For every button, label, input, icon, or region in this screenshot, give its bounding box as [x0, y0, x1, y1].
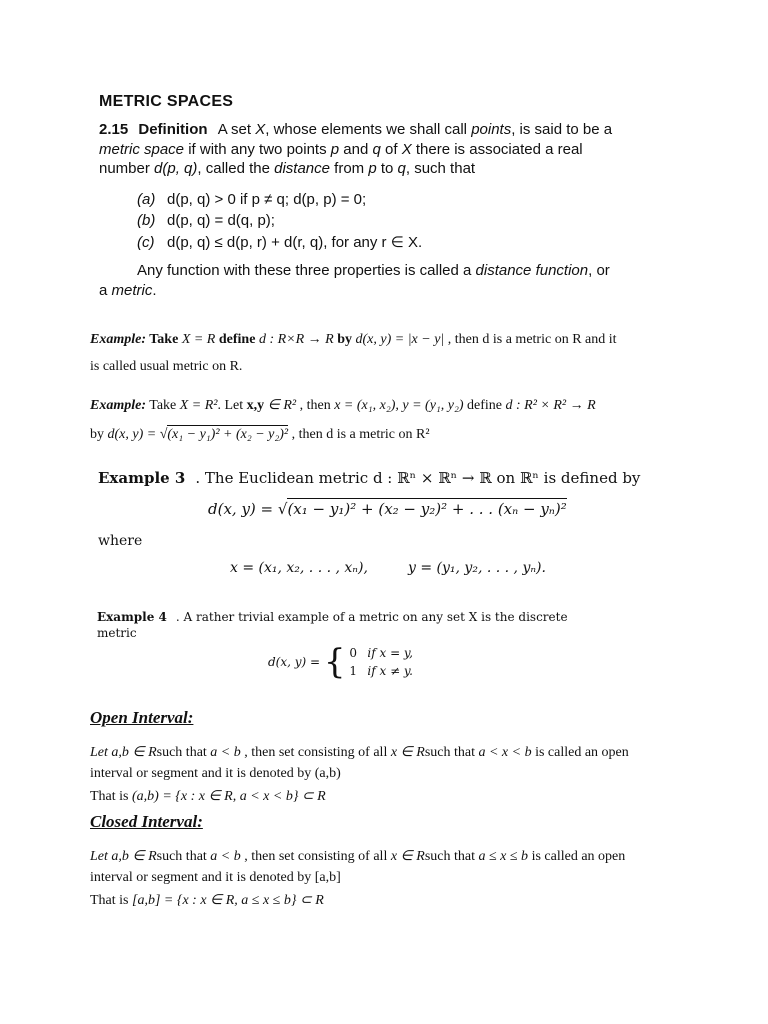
math: d : R² × R² → R	[505, 398, 596, 413]
text: distance function	[475, 262, 589, 279]
math: X = R²	[179, 398, 218, 413]
example-2-line-2	[90, 427, 430, 443]
math: X = R	[181, 332, 216, 347]
example-label: Example 3	[98, 469, 186, 487]
text: X	[401, 141, 412, 158]
math: d(x, y) =	[208, 500, 278, 518]
math: d(x, y) =	[107, 427, 160, 442]
closed-interval-line-1	[90, 848, 625, 865]
math: (x₁ − y₁)² + (x₂ − y₂)² + . . . (xₙ − yₙ)²	[287, 500, 567, 518]
math: Let a,b ∈ R	[90, 745, 157, 760]
case-condition: if x = y,	[367, 646, 413, 660]
text: there is associated a real	[411, 141, 583, 158]
example-4-formula	[268, 642, 413, 682]
section-heading: METRIC SPACES	[99, 93, 234, 110]
math: Let a,b ∈ R	[90, 849, 157, 864]
text: p	[330, 141, 340, 158]
math: x ∈ R	[390, 745, 425, 760]
text: , then d is a metric on R²	[288, 427, 430, 442]
text: such that	[156, 849, 211, 864]
math: (a,b) = {x : x ∈ R, a < x < b} ⊂ R	[132, 789, 326, 804]
sqrt-symbol: √	[277, 500, 288, 518]
closed-interval-heading: Closed Interval:	[90, 812, 203, 831]
example-2-line-1	[90, 397, 596, 414]
math: d(x, y) = |x − y|	[355, 332, 445, 347]
open-interval-line-2: interval or segment and it is denoted by (a,b)	[90, 766, 341, 781]
example-3-formula	[208, 500, 567, 518]
condition-b	[137, 212, 275, 229]
text: by	[333, 332, 356, 347]
math: x = (x₁, x₂), y = (y₁, y₂)	[334, 398, 464, 413]
case-row	[349, 646, 413, 660]
example-label: Example 4	[97, 610, 167, 624]
case-value: 1	[349, 664, 358, 678]
math: x ∈ R	[390, 849, 425, 864]
definition-title: Definition	[138, 121, 208, 138]
text: such that	[156, 745, 211, 760]
text: That is	[90, 893, 132, 908]
text: A rather trivial example of a metric on any set X is the discrete	[179, 610, 568, 624]
condition-label: (a)	[137, 191, 156, 208]
definition-number: 2.15	[99, 121, 129, 138]
math: y = (y₁, y₂, . . . , yₙ).	[408, 560, 546, 576]
math: a < x < b	[478, 745, 532, 760]
text: X	[255, 121, 266, 138]
case-condition: if x ≠ y.	[367, 664, 413, 678]
condition-label: (c)	[137, 234, 155, 251]
text: and	[339, 141, 373, 158]
text: , then	[296, 398, 335, 413]
text: , called the	[197, 160, 275, 177]
open-interval-line-3	[90, 788, 326, 805]
math: a < b	[210, 745, 241, 760]
math: a < b	[210, 849, 241, 864]
sqrt-symbol: √	[159, 427, 168, 442]
definition-line-2	[99, 141, 583, 158]
text: q	[397, 160, 406, 177]
text: if with any two points	[184, 141, 331, 158]
math: x,y	[246, 398, 265, 413]
text: points	[471, 121, 512, 138]
text: define	[463, 398, 506, 413]
condition-text: d(p, q) > 0 if p ≠ q; d(p, p) = 0;	[167, 191, 367, 208]
text: a	[99, 282, 112, 299]
example-label: Example:	[90, 332, 146, 347]
example-3-ydef	[408, 560, 546, 576]
condition-a	[137, 191, 366, 208]
text: Take	[146, 332, 182, 347]
math: (x₁ − y₁)² + (x₂ − y₂)²	[167, 427, 289, 442]
example-3-xdef	[230, 560, 368, 576]
definition-line-1	[99, 121, 612, 138]
math: x = (x₁, x₂, . . . , xₙ),	[230, 560, 368, 576]
example-1-line-2: is called usual metric on R.	[90, 359, 243, 374]
condition-text: d(p, q) = d(q, p);	[167, 212, 275, 229]
text: of	[380, 141, 402, 158]
example-3-where: where	[98, 533, 143, 549]
text: to	[376, 160, 398, 177]
text: .	[175, 610, 180, 624]
text: is called an open	[531, 745, 629, 760]
example-4-line-2: metric	[97, 626, 137, 640]
text: define	[215, 332, 259, 347]
closed-interval-line-3	[90, 892, 324, 909]
text: . Let	[217, 398, 247, 413]
text: .	[152, 282, 157, 299]
text: is called an open	[528, 849, 626, 864]
text: q	[372, 141, 381, 158]
math: d(x, y) =	[268, 655, 321, 669]
text: such that	[424, 849, 479, 864]
closing-line-1	[137, 262, 610, 279]
example-1-line-1	[90, 332, 617, 348]
math: a ≤ x ≤ b	[478, 849, 529, 864]
brace-symbol: {	[323, 642, 346, 682]
open-interval-heading: Open Interval:	[90, 708, 194, 727]
text: metric	[111, 282, 153, 299]
math: ∈ R²	[264, 398, 297, 413]
text: , such that	[405, 160, 476, 177]
closing-line-2	[99, 282, 157, 299]
text: , or	[588, 262, 610, 279]
math: d : R×R → R	[258, 332, 334, 347]
text: , then set consisting of all	[240, 849, 391, 864]
text: The Euclidean metric d : ℝⁿ × ℝⁿ → ℝ on ℝⁿ is defined by	[200, 469, 641, 487]
text: , is said to be a	[511, 121, 613, 138]
case-value: 0	[349, 646, 358, 660]
text: by	[90, 427, 108, 442]
example-3-line-1	[98, 469, 640, 487]
example-4-line-1	[97, 610, 568, 624]
text: .	[195, 469, 201, 487]
condition-text: d(p, q) ≤ d(p, r) + d(r, q), for any r ∈ X.	[167, 234, 423, 251]
text: Any function with these three properties is called a	[137, 262, 476, 279]
text: , whose elements we shall call	[265, 121, 472, 138]
case-row	[349, 664, 413, 678]
text: , then set consisting of all	[240, 745, 391, 760]
math: [a,b] = {x : x ∈ R, a ≤ x ≤ b} ⊂ R	[132, 893, 324, 908]
closed-interval-line-2: interval or segment and it is denoted by [a,b]	[90, 870, 341, 885]
open-interval-line-1	[90, 744, 629, 761]
text: from	[329, 160, 369, 177]
text: d(p, q)	[154, 160, 198, 177]
text: such that	[424, 745, 479, 760]
text: That is	[90, 789, 132, 804]
cases	[349, 646, 413, 678]
text: metric space	[99, 141, 185, 158]
example-label: Example:	[90, 398, 146, 413]
condition-label: (b)	[137, 212, 156, 229]
text: number	[99, 160, 155, 177]
text: , then d is a metric on R and it	[444, 332, 617, 347]
text: distance	[274, 160, 330, 177]
condition-c	[137, 233, 422, 251]
text: A set	[217, 121, 256, 138]
text: Take	[146, 398, 180, 413]
definition-line-3	[99, 160, 475, 177]
text: p	[368, 160, 377, 177]
